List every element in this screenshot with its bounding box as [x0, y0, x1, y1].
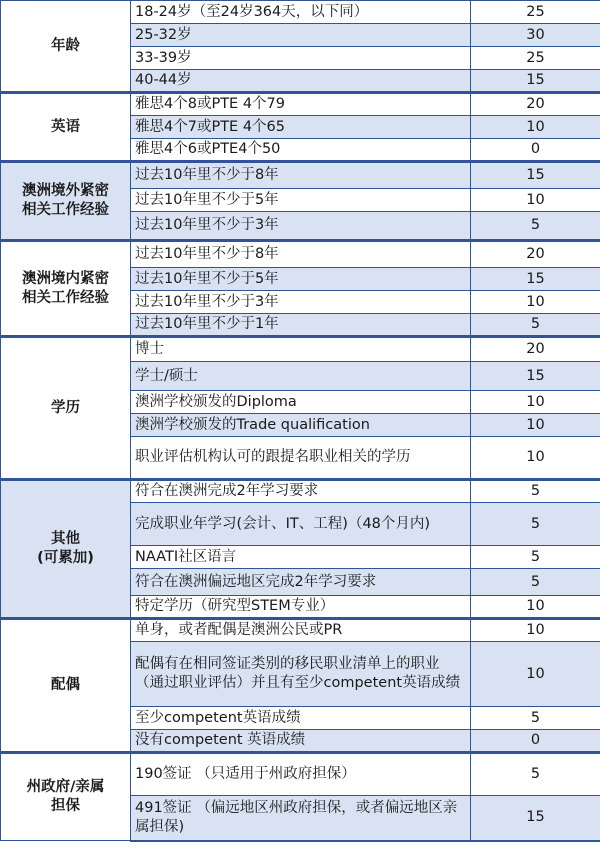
points-value: 25	[471, 1, 600, 24]
criterion-label: 491签证 （偏远地区州政府担保，或者偏远地区亲属担保)	[131, 796, 471, 841]
points-value: 0	[471, 730, 600, 753]
criterion-label: 过去10年里不少于5年	[131, 268, 471, 291]
points-value: 10	[471, 619, 600, 642]
points-value: 10	[471, 116, 600, 139]
category-label: 澳洲境内紧密 相关工作经验	[1, 241, 131, 337]
points-value: 15	[471, 162, 600, 189]
points-value: 5	[471, 503, 600, 546]
points-value: 5	[471, 753, 600, 796]
points-value: 5	[471, 212, 600, 241]
table-row	[1, 93, 600, 116]
criterion-label: 25-32岁	[131, 24, 471, 47]
criterion-label: 雅思4个6或PTE4个50	[131, 139, 471, 162]
criterion-label: 过去10年里不少于1年	[131, 314, 471, 337]
points-value: 0	[471, 139, 600, 162]
points-value: 15	[471, 796, 600, 841]
category-label: 配偶	[1, 619, 131, 753]
points-table-body	[1, 1, 600, 841]
points-value: 15	[471, 362, 600, 391]
category-label: 州政府/亲属 担保	[1, 753, 131, 841]
category-label: 其他 (可累加)	[1, 480, 131, 619]
criterion-label: 完成职业年学习(会计、IT、工程)（48个月内)	[131, 503, 471, 546]
criterion-label: 过去10年里不少于8年	[131, 162, 471, 189]
criterion-label: 没有competent 英语成绩	[131, 730, 471, 753]
category-label: 英语	[1, 93, 131, 162]
points-value: 15	[471, 70, 600, 93]
criterion-label: 澳洲学校颁发的Trade qualification	[131, 414, 471, 437]
criterion-label: 过去10年里不少于5年	[131, 189, 471, 212]
criterion-label: NAATI社区语言	[131, 546, 471, 569]
criterion-label: 40-44岁	[131, 70, 471, 93]
table-row	[1, 337, 600, 362]
points-value: 25	[471, 47, 600, 70]
criterion-label: 符合在澳洲完成2年学习要求	[131, 480, 471, 503]
criterion-label: 18-24岁（至24岁364天，以下同）	[131, 1, 471, 24]
criterion-label: 特定学历（研究型STEM专业）	[131, 596, 471, 619]
table-row	[1, 619, 600, 642]
points-value: 10	[471, 642, 600, 707]
points-value: 5	[471, 707, 600, 730]
criterion-label: 符合在澳洲偏远地区完成2年学习要求	[131, 569, 471, 596]
criterion-label: 雅思4个7或PTE 4个65	[131, 116, 471, 139]
points-value: 10	[471, 437, 600, 480]
criterion-label: 配偶有在相同签证类别的移民职业清单上的职业（通过职业评估）并且有至少competent英语成绩	[131, 642, 471, 707]
criterion-label: 至少competent英语成绩	[131, 707, 471, 730]
points-value: 5	[471, 314, 600, 337]
criterion-label: 澳洲学校颁发的Diploma	[131, 391, 471, 414]
points-value: 10	[471, 291, 600, 314]
criterion-label: 学士/硕士	[131, 362, 471, 391]
criterion-label: 过去10年里不少于3年	[131, 212, 471, 241]
criterion-label: 雅思4个8或PTE 4个79	[131, 93, 471, 116]
criterion-label: 职业评估机构认可的跟提名职业相关的学历	[131, 437, 471, 480]
criterion-label: 单身，或者配偶是澳洲公民或PR	[131, 619, 471, 642]
points-value: 5	[471, 546, 600, 569]
criterion-label: 190签证 （只适用于州政府担保）	[131, 753, 471, 796]
points-value: 10	[471, 391, 600, 414]
criterion-label: 过去10年里不少于8年	[131, 241, 471, 268]
table-row	[1, 1, 600, 24]
table-row	[1, 162, 600, 189]
points-value: 20	[471, 241, 600, 268]
points-value: 10	[471, 596, 600, 619]
table-row	[1, 241, 600, 268]
points-value: 20	[471, 93, 600, 116]
criterion-label: 博士	[131, 337, 471, 362]
points-value: 5	[471, 569, 600, 596]
table-row	[1, 753, 600, 796]
category-label: 澳洲境外紧密 相关工作经验	[1, 162, 131, 241]
points-value: 5	[471, 480, 600, 503]
table-row	[1, 480, 600, 503]
criterion-label: 过去10年里不少于3年	[131, 291, 471, 314]
points-value: 10	[471, 414, 600, 437]
criterion-label: 33-39岁	[131, 47, 471, 70]
points-value: 20	[471, 337, 600, 362]
category-label: 年龄	[1, 1, 131, 93]
points-value: 30	[471, 24, 600, 47]
category-label: 学历	[1, 337, 131, 480]
points-value: 10	[471, 189, 600, 212]
points-value: 15	[471, 268, 600, 291]
